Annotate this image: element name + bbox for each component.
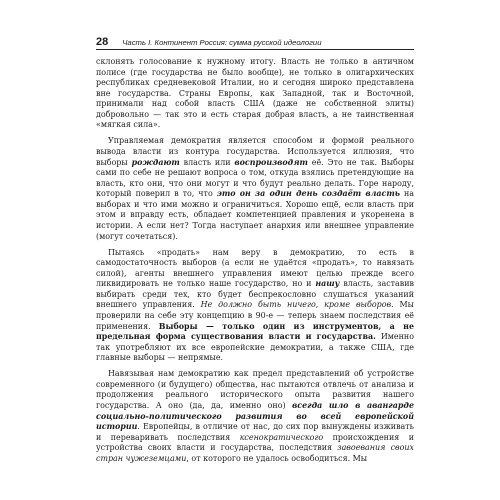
- paragraph: [96, 57, 414, 131]
- paragraph: [96, 369, 414, 464]
- text-run: склонять голосование к нужному итогу. Власть не только в античном полисе (где государства не было вообще), не только в олигархических республиках средневековой Италии, но и сегодня широко представлена вне государства. Страны Европы, как Западной, так и Восточной, принимали над собой власть США (даже не собственной элиты) добровольно — так это и есть старая добрая власть, а не таинственная «мягкая сила».: [96, 57, 414, 130]
- bold-italic-text: рождают: [131, 157, 180, 167]
- bold-italic-text: нашу: [315, 279, 340, 289]
- text-run: власть или: [179, 157, 235, 167]
- page-number: 28: [96, 36, 109, 48]
- italic-text: Не должно быть ничего, кроме выборов: [200, 300, 392, 310]
- paragraph: [96, 248, 414, 364]
- text-run: . Мы проверили на себе эту концепцию в 90-е — теперь знаем последствия её применения.: [96, 300, 415, 331]
- bold-italic-text: это он за один день создаёт власть: [216, 189, 400, 199]
- italic-text: ксенократического: [239, 432, 324, 442]
- text-run: происхождения и устройства своих власти и государства, последствия: [96, 432, 415, 453]
- text-run: . Европейцы, в отличие от нас, до сих пор вынуждены изживать и переваривать последствия: [96, 422, 414, 442]
- header-rule: [96, 49, 414, 50]
- page-header: [96, 36, 414, 48]
- italic-text: завоевания своих стран чужеземцами: [96, 443, 414, 463]
- bold-italic-text: воспроизводят: [234, 157, 308, 167]
- text-run: , от которого не удалось освободиться. Мы: [186, 453, 368, 463]
- paragraph: [96, 136, 414, 242]
- text-run: на выборах и что ими можно и ограничиться. Хорошо ещё, если власть при этом и вправду есть, обладает компетенцией правления и укоренена в истории. А если нет? Тогда наступает анархия или внешнее управление (могут сочетаться).: [96, 189, 414, 241]
- bold-italic-text: всегда шло в авангарде социально-политического развития во всей европейской истории: [96, 400, 414, 432]
- bold-text: Выборы — только один из инструментов, а не предельная форма существования власти и государства.: [96, 321, 415, 342]
- text-run: Навязывая нам демократию как предел представлений об устройстве современного (и будущего) общества, нас пытаются отвлечь от анализа и продолжения реального исторического опыта развития нашего государства. А оно (да, да, именно оно): [96, 369, 414, 410]
- text-run: власть, заставив выбирать среди тех, кто будет беспрекословно слушаться указаний внешнего управления.: [96, 279, 414, 310]
- text-run: Пытаясь «продать» нам веру в демократию, то есть в самодостаточность выборов (а если не удаётся «продать», то навязать силой), агенты внешнего управления имеют целью прежде всего ликвидировать не только наше государство, но и: [96, 247, 414, 289]
- text-run: Именно так употребляют их все европейские демократии, а также США, где главные выборы — непрямые.: [96, 332, 414, 363]
- text-run: её. Это не так. Выборы сами по себе не решают вопроса о том, откуда взялись претендующие на власть, кто они, что они могут и что будут реально делать. Горе народу, который поверил в то, что: [96, 157, 414, 199]
- text-run: Управляемая демократия является способом и формой реального вывода власти из контура государства. Используется иллюзия, что выборы: [96, 136, 414, 167]
- body-text: [96, 57, 414, 470]
- running-title: Часть I. Континент Россия: сумма русской идеологии: [122, 38, 322, 47]
